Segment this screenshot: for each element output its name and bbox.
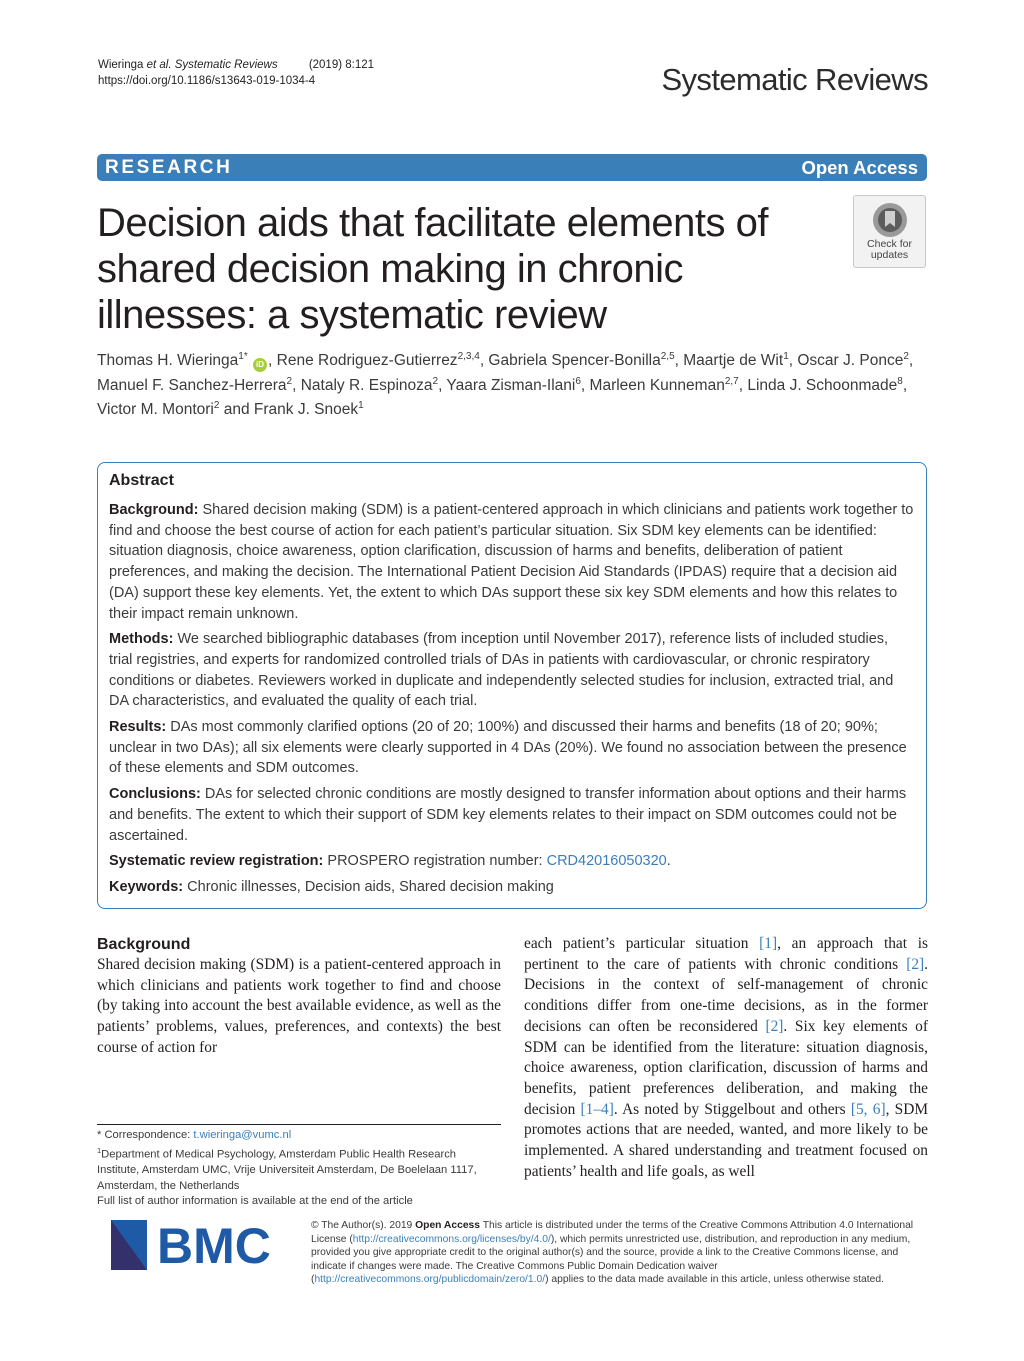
abstract-keywords-label: Keywords:: [109, 878, 184, 895]
citation-link[interactable]: [2]: [765, 1017, 784, 1035]
affiliation-sup: 2: [903, 350, 909, 362]
affiliation-sup: 2,7: [724, 375, 739, 387]
author-name[interactable]: Thomas H. Wieringa: [97, 352, 239, 369]
affiliation-sup: 8: [897, 375, 903, 387]
abstract-results-text: DAs most commonly clarified options (20 of 20; 100%) and discussed their harms and benefits (18 of 20; 90%; unclear in two DAs); all six elements were clearly supported in 4 DAs (20%). We found no association between the presence of these elements and SDM outcomes.: [109, 719, 907, 777]
abstract-methods-label: Methods:: [109, 631, 174, 648]
correspondence-line: [97, 1128, 501, 1143]
body-text: , an approach that is pertinent to the care of patients with chronic conditions: [524, 935, 929, 973]
abstract-registration-label: Systematic review registration:: [109, 853, 324, 870]
correspondence-label: * Correspondence:: [97, 1129, 194, 1141]
license-part: This article is distributed under the terms of the Creative Commons Attribution 4.0 International License (: [311, 1220, 914, 1245]
abstract-heading: Abstract: [109, 472, 174, 489]
author-name[interactable]: , Linda J. Schoonmade: [738, 376, 898, 394]
abstract-background: [109, 500, 914, 624]
affiliation-sup: 2,5: [660, 350, 675, 362]
license-part: ) applies to the data made available in this article, unless otherwise stated.: [545, 1274, 884, 1286]
journal-logo: Systematic Reviews: [661, 62, 928, 97]
bmc-logo: [107, 1216, 297, 1274]
citation-link[interactable]: [5, 6]: [850, 1100, 886, 1118]
abstract-methods: [109, 629, 914, 712]
orcid-icon[interactable]: iD: [253, 358, 267, 372]
bookmark-ribbon-icon: [871, 201, 909, 239]
abstract-registration-text: PROSPERO registration number:: [323, 853, 547, 870]
header-et-al: et al.: [146, 59, 172, 71]
article-title: Decision aids that facilitate elements of shared decision making in chronic illnesses: a systematic review: [97, 201, 768, 337]
full-author-info-note: Full list of author information is available at the end of the article: [97, 1194, 413, 1207]
abstract-keywords: [109, 877, 914, 898]
affiliation-sup: 1: [358, 399, 364, 411]
body-right-column: [524, 934, 928, 1182]
body-paragraph-continued: [524, 934, 928, 1182]
body-text: . Decisions in the context of self-management of chronic conditions differ from one-time decisions, as in the former decisions can often be reconsidered: [524, 955, 928, 1035]
author-name[interactable]: , Gabriela Spencer-Bonilla: [479, 352, 661, 369]
cc-zero-link[interactable]: http://creativecommons.org/publicdomain/zero/1.0/: [314, 1274, 546, 1286]
author-name[interactable]: , Oscar J. Ponce: [788, 352, 904, 369]
check-for-label: Check for: [867, 238, 912, 250]
abstract-results-label: Results:: [109, 719, 167, 736]
citation-link[interactable]: [2]: [906, 955, 925, 973]
affiliation-sup: 2: [213, 399, 220, 411]
license-part: ), which permits unrestricted use, distribution, and reproduction in any medium, provided you give appropriate credit to the original author(s) and the source, provide a link to the Creative Commons license, and indicate if changes were made. The Creative Commons Public Domain Dedication waiver (: [311, 1233, 911, 1286]
check-for-updates-badge[interactable]: [853, 195, 926, 268]
author-name[interactable]: , Nataly R. Espinoza: [292, 376, 433, 394]
abstract-conclusions: [109, 784, 914, 846]
body-paragraph: Shared decision making (SDM) is a patient-centered approach in which clinicians and patients work together to find and choose (by taking into account the best available evidence, as well as the patients’ problems, values, preferences, and contexts) the best course of action for: [97, 956, 501, 1056]
affiliation-sup: 2,3,4: [457, 350, 480, 362]
header-volume: (2019) 8:121: [308, 59, 375, 71]
body-text: , SDM promotes actions that are needed, wanted, and more likely to be implemented. A shared understanding and treatment focused on patients’ health and life goals, as well: [524, 1100, 928, 1180]
body-left-column: [97, 934, 501, 1059]
license-text: [311, 1219, 931, 1287]
citation-link[interactable]: [1]: [759, 935, 778, 952]
citation-header: [98, 57, 374, 89]
body-text: each patient’s particular situation: [524, 935, 760, 952]
section-label: RESEARCH: [105, 157, 233, 178]
author-list: [97, 349, 932, 423]
footnotes: [97, 1128, 501, 1209]
abstract-conclusions-label: Conclusions:: [109, 786, 201, 803]
abstract-background-label: Background:: [109, 502, 199, 518]
author-name[interactable]: , Victor M. Montori: [97, 376, 908, 418]
updates-label: updates: [870, 249, 909, 261]
affiliation-sup: 1*: [238, 350, 248, 362]
author-name[interactable]: , Rene Rodriguez-Gutierrez: [268, 352, 458, 369]
background-heading: Background: [97, 936, 191, 953]
affiliation-text: Department of Medical Psychology, Amsterdam Public Health Research Institute, Amsterdam UMC, Vrije Universiteit Amsterdam, De Boelelaan 1117, Amsterdam, the Netherlands: [97, 1149, 477, 1192]
abstract-keywords-text: Chronic illnesses, Decision aids, Shared decision making: [183, 878, 554, 895]
affiliation-line: [97, 1143, 501, 1194]
open-access-bold: Open Access: [415, 1220, 481, 1231]
affiliation-sup: 6: [575, 375, 581, 387]
abstract-background-text: Shared decision making (SDM) is a patient-centered approach in which clinicians and patients work together to find and choose the best course of action for each patient’s particular situation. Six SDM key elements can be identified: situation diagnosis, choice awareness, option clarification, discussion of harms and benefits, deliberation of patient preferences, and making the decision. The International Patient Decision Aid Standards (IPDAS) require that a decision aid (DA) support these key elements. Yet, the extent to which DAs support these six key SDM elements and how this relates to their impact remain unknown.: [109, 502, 914, 622]
author-name[interactable]: , Manuel F. Sanchez-Herrera: [97, 352, 914, 394]
body-text: . As noted by Stiggelbout and others: [613, 1100, 851, 1118]
header-doi[interactable]: https://doi.org/10.1186/s13643-019-1034-4: [98, 75, 316, 87]
affiliation-sup: 2: [432, 375, 439, 387]
affiliation-sup: 1: [783, 350, 789, 362]
body-text: . Six key elements of SDM can be identified from the literature: situation diagnosis, choice awareness, option clarification, discussion of harms and benefits, patient preferences deliberation, and making the decision: [524, 1017, 928, 1118]
affiliation-sup: 1: [97, 1146, 102, 1156]
author-name[interactable]: , Marleen Kunneman: [580, 376, 725, 394]
header-journal: Systematic Reviews: [174, 59, 278, 71]
header-author: Wieringa: [98, 59, 147, 71]
affiliation-sup: 2: [286, 375, 293, 387]
author-name[interactable]: , Yaara Zisman-Ilani: [438, 376, 576, 394]
citation-link[interactable]: [1–4]: [580, 1100, 614, 1118]
open-access-label: Open Access: [801, 157, 918, 178]
abstract-results: [109, 717, 914, 779]
footnote-divider: [97, 1124, 501, 1125]
registration-end: .: [666, 853, 671, 870]
bmc-logo-text: BMC: [157, 1218, 271, 1274]
abstract-conclusions-text: DAs for selected chronic conditions are mostly designed to transfer information about options and their harms and benefits. The extent to which their support of SDM key elements relates to their impact on SDM outcomes could not be ascertained.: [109, 786, 907, 844]
cc-by-link[interactable]: http://creativecommons.org/licenses/by/4.0/: [352, 1233, 551, 1245]
abstract-registration: [109, 851, 914, 872]
abstract-methods-text: We searched bibliographic databases (from inception until November 2017), reference lists of included studies, trial registries, and experts for randomized controlled trials of DAs in patients with cardiovascular, or chronic respiratory conditions or diabetes. Reviewers worked in duplicate and independently selected studies for inclusion, extracted trial, and DA characteristics, and evaluated the quality of each trial.: [109, 631, 894, 710]
license-part: © The Author(s). 2019: [311, 1220, 416, 1231]
author-name[interactable]: and Frank J. Snoek: [219, 401, 359, 418]
correspondence-email[interactable]: t.wieringa@vumc.nl: [193, 1129, 292, 1141]
section-band: [97, 154, 927, 181]
author-name[interactable]: , Maartje de Wit: [674, 352, 784, 369]
registration-link[interactable]: CRD42016050320: [546, 853, 667, 870]
abstract-box: [97, 462, 927, 909]
